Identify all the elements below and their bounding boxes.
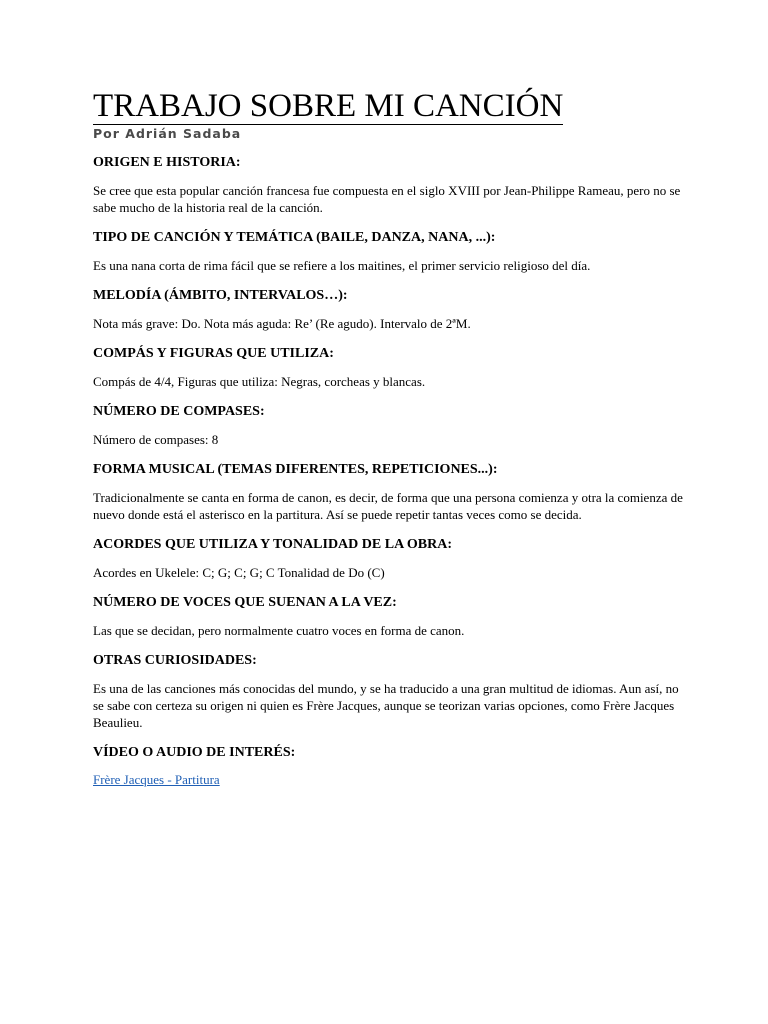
section-origen (93, 155, 683, 216)
section-tipo (93, 230, 683, 274)
section-text: Nota más grave: Do. Nota más aguda: Re’ (Re agudo). Intervalo de 2ªM. (93, 316, 471, 331)
section-text: Tradicionalmente se canta en forma de canon, es decir, de forma que una persona comienza y otra la comienza de nuevo donde está el asterisco en la partitura. Así se puede repetir tantas veces como se decida. (93, 490, 683, 522)
section-heading: COMPÁS Y FIGURAS QUE UTILIZA: (93, 346, 334, 361)
section-forma (93, 462, 683, 523)
section-heading: VÍDEO O AUDIO DE INTERÉS: (93, 745, 296, 760)
section-heading: FORMA MUSICAL (TEMAS DIFERENTES, REPETICIONES...): (93, 462, 498, 477)
section-text: Las que se decidan, pero normalmente cuatro voces en forma de canon. (93, 623, 465, 638)
section-heading: MELODÍA (ÁMBITO, INTERVALOS…): (93, 288, 348, 303)
section-heading: NÚMERO DE VOCES QUE SUENAN A LA VEZ: (93, 595, 397, 610)
section-heading: NÚMERO DE COMPASES: (93, 404, 265, 419)
document-page (93, 88, 683, 789)
document-title: TRABAJO SOBRE MI CANCIÓN (93, 88, 564, 124)
section-text: Acordes en Ukelele: C; G; C; G; C Tonalidad de Do (C) (93, 565, 385, 580)
section-heading: TIPO DE CANCIÓN Y TEMÁTICA (BAILE, DANZA, NANA, ...): (93, 230, 496, 245)
section-video (93, 745, 683, 789)
section-heading: OTRAS CURIOSIDADES: (93, 653, 257, 668)
section-text: Número de compases: 8 (93, 432, 219, 447)
section-text: Es una nana corta de rima fácil que se refiere a los maitines, el primer servicio religioso del día. (93, 258, 591, 273)
partitura-link[interactable]: Frère Jacques - Partitura (93, 772, 220, 787)
section-text: Es una de las canciones más conocidas del mundo, y se ha traducido a una gran multitud de idiomas. Aun así, no se sabe con certeza su origen ni quien es Frère Jacques, aunque se teorizan varias opciones, como Frère Jacques Beaulieu. (93, 681, 679, 730)
title-block (93, 88, 683, 125)
section-melodia (93, 288, 683, 332)
section-text: Compás de 4/4, Figuras que utiliza: Negras, corcheas y blancas. (93, 374, 426, 389)
section-heading: ORIGEN E HISTORIA: (93, 155, 241, 170)
section-acordes (93, 537, 683, 581)
section-heading: ACORDES QUE UTILIZA Y TONALIDAD DE LA OBRA: (93, 537, 453, 552)
section-text: Se cree que esta popular canción francesa fue compuesta en el siglo XVIII por Jean-Philippe Rameau, pero no se sabe mucho de la historia real de la canción. (93, 183, 681, 215)
section-compas (93, 346, 683, 390)
section-curiosidades (93, 653, 683, 731)
section-voces (93, 595, 683, 639)
section-numero-compases (93, 404, 683, 448)
document-author: Por Adrián Sadaba (93, 126, 242, 141)
